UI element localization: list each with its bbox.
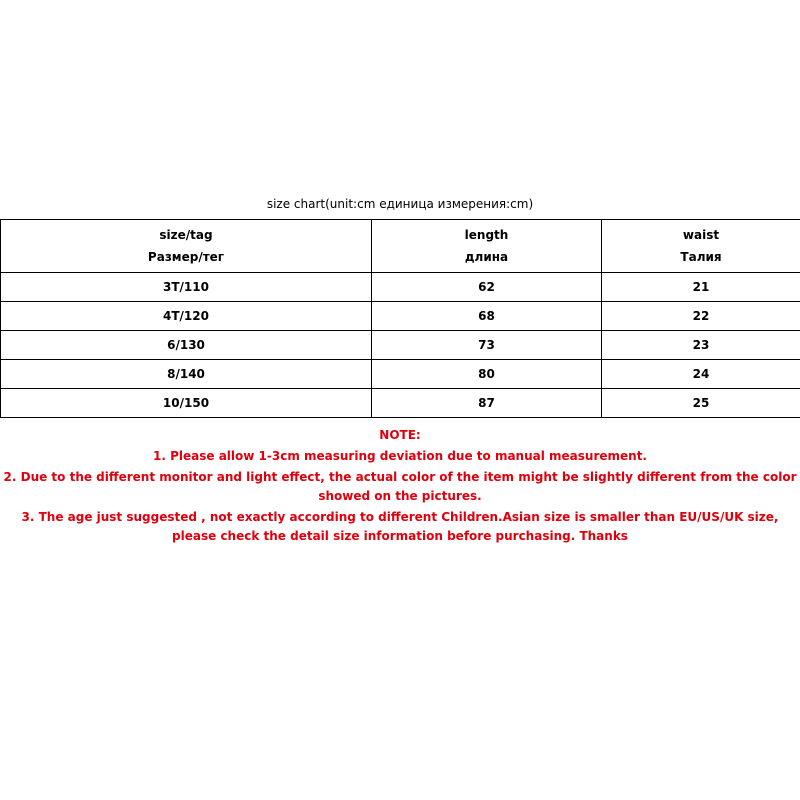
- note-item-3: 3. The age just suggested , not exactly according to different Children.Asian size is smaller than EU/US/UK size, please check the detail size information before purchasing. Thanks: [21, 510, 779, 543]
- notes-section: [0, 426, 800, 546]
- cell-size: 3T/110: [1, 273, 372, 302]
- header-ru: длина: [464, 250, 509, 264]
- header-waist: [602, 220, 800, 273]
- table-row: [1, 360, 800, 389]
- header-ru: Талия: [680, 250, 722, 264]
- header-length: [372, 220, 602, 273]
- size-chart-title: size chart(unit:cm единица измерения:cm): [266, 197, 534, 211]
- cell-size: 6/130: [1, 331, 372, 360]
- table-row: [1, 389, 800, 418]
- size-table: [0, 219, 800, 418]
- cell-length: 87: [372, 389, 602, 418]
- cell-waist: 21: [602, 273, 800, 302]
- cell-size: 8/140: [1, 360, 372, 389]
- cell-waist: 24: [602, 360, 800, 389]
- header-ru: Размер/тег: [147, 250, 225, 264]
- table-header-row: [1, 220, 800, 273]
- header-en: waist: [682, 228, 720, 242]
- header-en: size/tag: [159, 228, 213, 242]
- cell-waist: 25: [602, 389, 800, 418]
- cell-length: 68: [372, 302, 602, 331]
- note-heading: NOTE:: [379, 428, 421, 442]
- header-size-tag: [1, 220, 372, 273]
- header-en: length: [464, 228, 509, 242]
- note-item-2: 2. Due to the different monitor and light effect, the actual color of the item might be slightly different from the color showed on the pictures.: [3, 470, 797, 503]
- table-row: [1, 302, 800, 331]
- cell-size: 4T/120: [1, 302, 372, 331]
- cell-waist: 23: [602, 331, 800, 360]
- note-item-1: 1. Please allow 1-3cm measuring deviation due to manual measurement.: [153, 449, 647, 463]
- cell-length: 80: [372, 360, 602, 389]
- cell-waist: 22: [602, 302, 800, 331]
- cell-size: 10/150: [1, 389, 372, 418]
- table-row: [1, 331, 800, 360]
- cell-length: 62: [372, 273, 602, 302]
- table-row: [1, 273, 800, 302]
- cell-length: 73: [372, 331, 602, 360]
